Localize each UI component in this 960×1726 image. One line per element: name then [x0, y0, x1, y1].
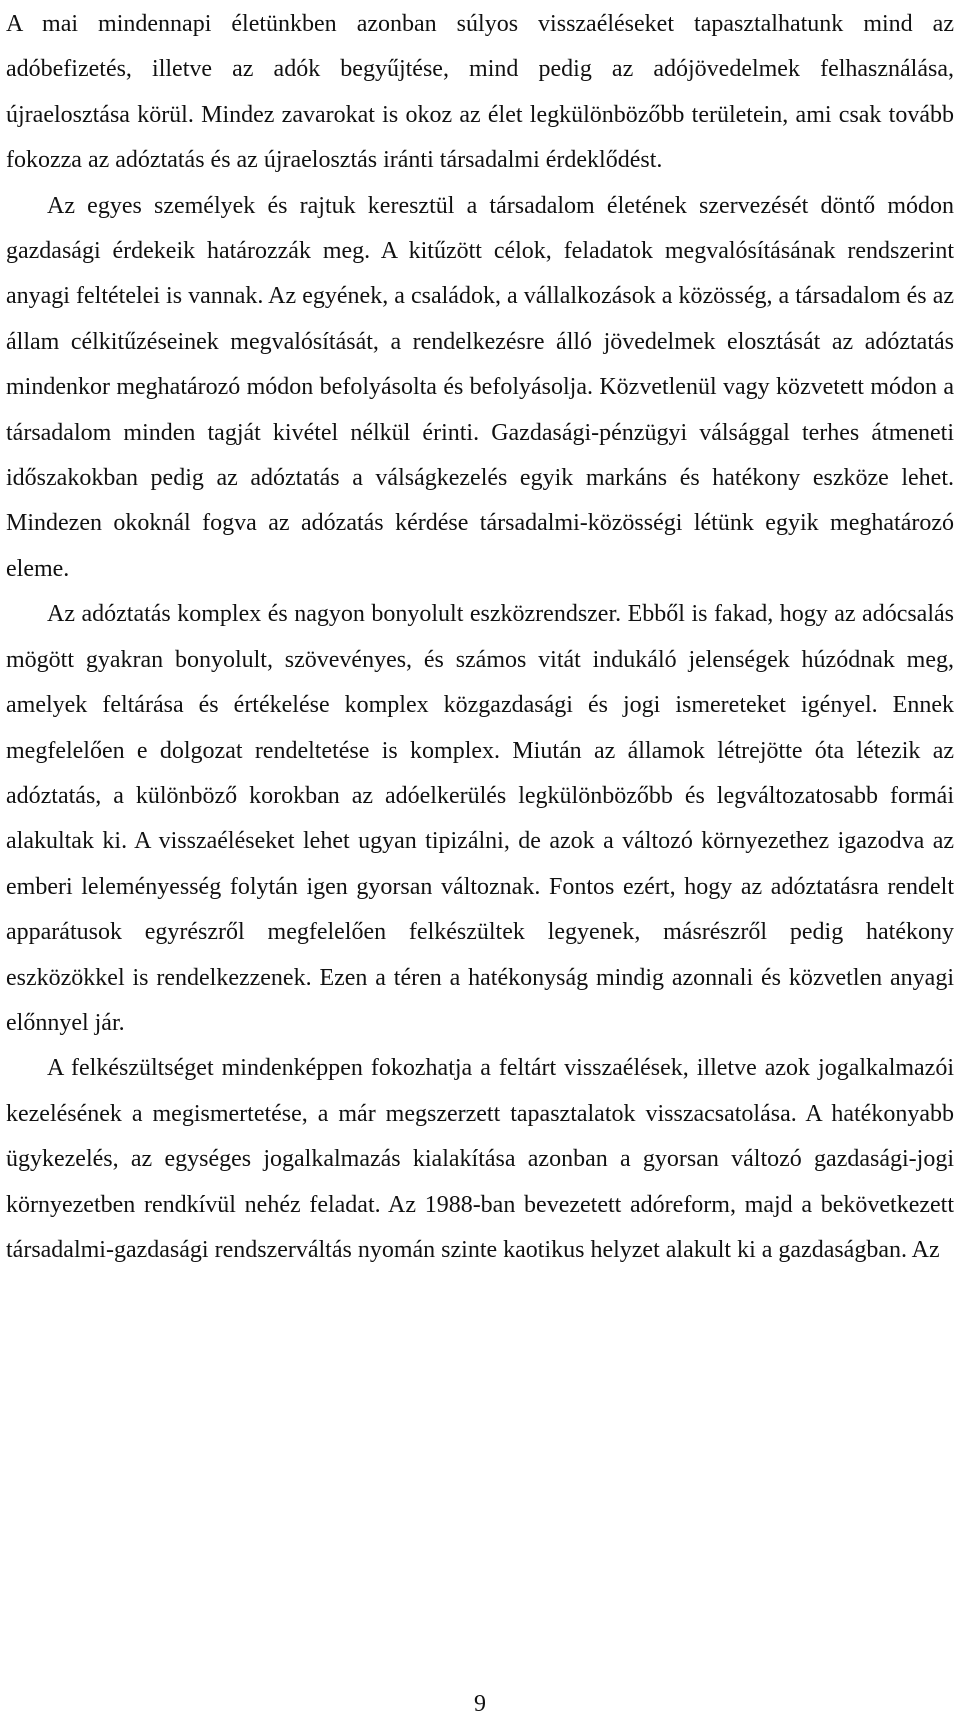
paragraph-4: A felkészültséget mindenképpen fokozhatja a feltárt visszaélések, illetve azok jogalkalmazói kezelésének a megismertetése, a már megszerzett tapasztalatok visszacsatolása. A hatékonyabb ügykezelés, az egységes jogalkalmazás kialakítása azonban a gyorsan változó gazdasági-jogi környezetben rendkívül nehéz feladat. Az 1988-ban bevezetett adóreform, majd a bekövetkezett társadalmi-gazdasági rendszerváltás nyomán szinte kaotikus helyzet alakult ki a gazdaságban. Az: [6, 1055, 954, 1263]
paragraph-2: Az egyes személyek és rajtuk keresztül a társadalom életének szervezését döntő módon gazdasági érdekeik határozzák meg. A kitűzött célok, feladatok megvalósításának rendszerint anyagi feltételei is vannak. Az egyének, a családok, a vállalkozások a közösség, a társadalom és az állam célkitűzéseinek megvalósítását, a rendelkezésre álló jövedelmek elosztását az adóztatás mindenkor meghatározó módon befolyásolta és befolyásolja. Közvetlenül vagy közvetett módon a társadalom minden tagját kivétel nélkül érinti. Gazdasági-pénzügyi válsággal terhes átmeneti időszakokban pedig az adóztatás a válságkezelés egyik markáns és hatékony eszköze lehet. Mindezen okoknál fogva az adózatás kérdése társadalmi-közösségi létünk egyik meghatározó eleme.: [6, 192, 954, 582]
paragraph-1: A mai mindennapi életünkben azonban súlyos visszaéléseket tapasztalhatunk mind az adóbefizetés, illetve az adók begyűjtése, mind pedig az adójövedelmek felhasználása, újraelosztása körül. Mindez zavarokat is okoz az élet legkülönbözőbb területein, ami csak tovább fokozza az adóztatás és az újraelosztás iránti társadalmi érdeklődést.: [6, 11, 954, 174]
paragraph-3: Az adóztatás komplex és nagyon bonyolult eszközrendszer. Ebből is fakad, hogy az adócsalás mögött gyakran bonyolult, szövevényes, és számos vitát indukáló jelenségek húzódnak meg, amelyek feltárása és értékelése komplex közgazdasági és jogi ismereteket igényel. Ennek megfelelően e dolgozat rendeltetése is komplex. Miután az államok létrejötte óta létezik az adóztatás, a különböző korokban az adóelkerülés legkülönbözőbb és legváltozatosabb formái alakultak ki. A visszaéléseket lehet ugyan tipizálni, de azok a változó környezethez igazodva az emberi leleményesség folytán igen gyorsan változnak. Fontos ezért, hogy az adóztatásra rendelt apparátusok egyrészről megfelelően felkészültek legyenek, másrészről pedig hatékony eszközökkel is rendelkezzenek. Ezen a téren a hatékonyság mindig azonnali és közvetlen anyagi előnnyel jár.: [6, 601, 954, 1036]
body-text: [6, 2, 954, 1273]
page-number: 9: [474, 1691, 486, 1717]
